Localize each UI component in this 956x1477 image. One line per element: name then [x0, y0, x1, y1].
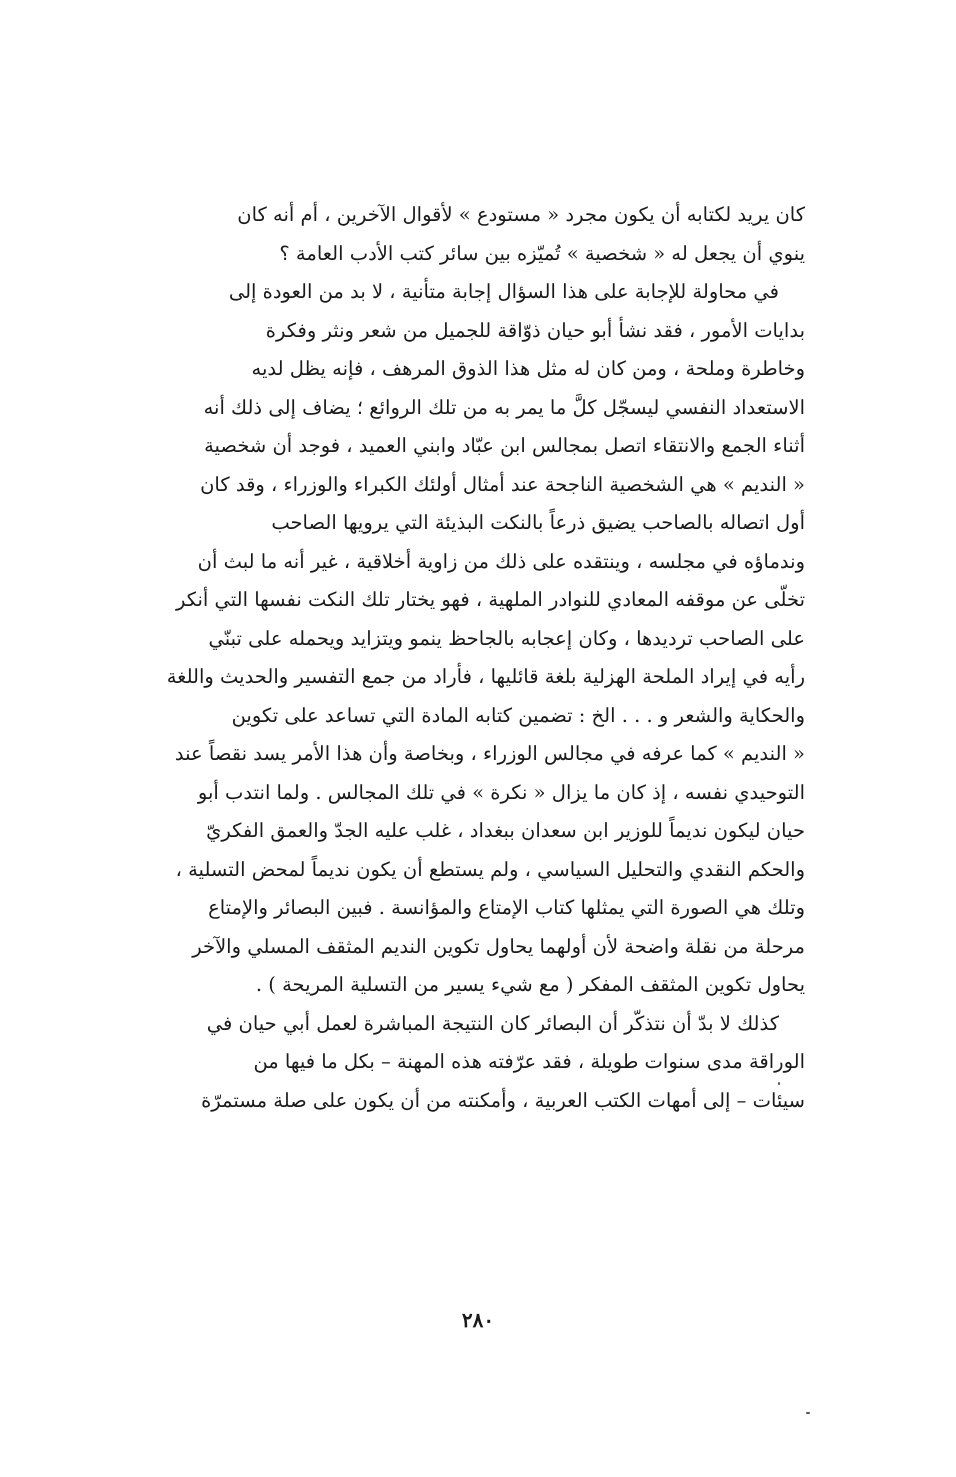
page-number: ٢٨٠ [461, 1308, 495, 1332]
text-line: ينوي أن يجعل له « شخصية » تُميّزه بين سائر كتب الأدب العامة ؟ [279, 241, 805, 265]
text-line: أول اتصاله بالصاحب يضيق ذرعاً بالنكت البذيئة التي يرويها الصاحب [271, 511, 805, 534]
text-line: في محاولة للإجابة على هذا السؤال إجابة متأنية ، لا بد من العودة إلى [228, 280, 779, 303]
text-line: وتلك هي الصورة التي يمثلها كتاب الإمتاع والمؤانسة . فبين البصائر والإمتاع [208, 896, 805, 919]
body-text [100, 196, 805, 1120]
text-line: وخاطرة وملحة ، ومن كان له مثل هذا الذوق المرهف ، فإنه يظل لديه [251, 357, 805, 380]
text-line: كان يريد لكتابه أن يكون مجرد « مستودع » لأقوال الآخرين ، أم أنه كان [237, 203, 805, 226]
text-line: مرحلة من نقلة واضحة لأن أولهما يحاول تكوين النديم المثقف المسلي والآخر [192, 934, 805, 958]
text-line: يحاول تكوين المثقف المفكر ( مع شيء يسير من التسلية المريحة ) . [255, 973, 805, 996]
text-line: حيان ليكون نديماً للوزير ابن سعدان ببغداد ، غلب عليه الجدّ والعمق الفكريّ [206, 819, 805, 842]
text-line: والحكم النقدي والتحليل السياسي ، ولم يستطع أن يكون نديماً لمحض التسلية ، [175, 857, 805, 881]
text-line: تخلّى عن موقفه المعادي للنوادر الملهية ، فهو يختار تلك النكت نفسها التي أنكر [175, 588, 805, 611]
text-line: بدايات الأمور ، فقد نشأ أبو حيان ذوّاقة للجميل من شعر ونثر وفكرة [265, 318, 805, 342]
text-line: على الصاحب ترديدها ، وكان إعجابه بالجاحظ ينمو ويتزايد ويحمله على تبنّي [208, 626, 805, 650]
text-line: سيئات – إلى أمهات الكتب العربية ، وأمكنته من أن يكون على صلة مستمرّة [201, 1088, 805, 1112]
text-line: التوحيدي نفسه ، إذ كان ما يزال « نكرة » في تلك المجالس . ولما انتدب أبو [197, 780, 805, 804]
text-line: « النديم » هي الشخصية الناجحة عند أمثال أولئك الكبراء والوزراء ، وقد كان [200, 472, 805, 496]
text-line: الوراقة مدى سنوات طويلة ، فقد عرّفته هذه المهنة – بكل ما فيها من [253, 1050, 805, 1073]
text-line: كذلك لا بدّ أن نتذكّر أن البصائر كان النتيجة المباشرة لعمل أبي حيان في [206, 1011, 779, 1035]
text-line: الاستعداد النفسي ليسجّل كلَّ ما يمر به من تلك الروائع ؛ يضاف إلى ذلك أنه [203, 395, 805, 419]
scan-speck [778, 1082, 780, 1085]
text-line: أثناء الجمع والانتقاء اتصل بمجالس ابن عبّاد وابني العميد ، فوجد أن شخصية [204, 434, 805, 457]
text-line: « النديم » كما عرفه في مجالس الوزراء ، وبخاصة وأن هذا الأمر يسد نقصاً عند [174, 742, 805, 765]
text-line: وندماؤه في مجلسه ، وينتقده على ذلك من زاوية أخلاقية ، غير أنه ما لبث أن [197, 549, 805, 573]
text-line: والحكاية والشعر و . . . الخ : تضمين كتابه المادة التي تساعد على تكوين [231, 703, 805, 727]
scan-speck [806, 1412, 810, 1414]
text-line: رأيه في إيراد الملحة الهزلية بلغة قائليها ، فأراد من جمع التفسير والحديث واللغة [166, 665, 805, 688]
